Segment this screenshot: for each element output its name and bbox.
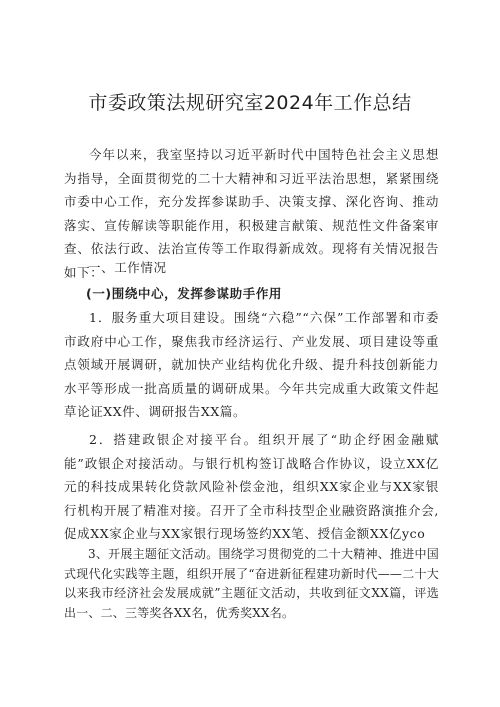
section-heading: 一、工作情况	[88, 260, 167, 275]
item-1-paragraph: 1．服务重大项目建设。围绕“六稳”“六保”工作部署和市委市政府中心工作，聚焦我市经济运行、产业发展、项目建设等重点领域开展调研，就加快产业结构优化升级、提升科技创新能力水平等形成一批高质量的调研成果。今年共完成重大政策文件起草论证XX件、调研报告XX篇。	[64, 310, 439, 419]
item-1-block	[64, 306, 439, 424]
document-title: 市委政策法规研究室2024年工作总结	[88, 92, 412, 114]
item-2-block	[64, 428, 439, 546]
item-3-paragraph: 3、开展主题征文活动。围绕学习贯彻党的二十大精神、推进中国式现代化实践等主题，组织开展了“奋进新征程建功新时代——二十大以来我市经济社会发展成就”主题征文活动，共收到征文XX篇，评选出一、二、三等奖各XX名，优秀奖XX名。	[64, 547, 439, 620]
intro-paragraph: 今年以来，我室坚持以习近平新时代中国特色社会主义思想为指导，全面贯彻党的二十大精神和习近平法治思想，紧紧围绕市委中心工作，充分发挥参谋助手、决策支撑、深化咨询、推动落实、宣传解读等职能作用，积极建言献策、规范性文件备案审查、依法行政、法治宣传等工作取得新成效。现将有关情况报告如下：	[64, 147, 439, 280]
item-2-paragraph: 2．搭建政银企对接平台。组织开展了“助企纾困金融赋能”政银企对接活动。与银行机构签订战略合作协议，设立XX亿元的科技成果转化贷款风险补偿金池，组织XX家企业与XX家银行机构开展了精准对接。召开了全市科技型企业融资路演推介会,促成XX家企业与XX家银行现场签约XX笔、授信金额XX亿yco	[64, 432, 439, 541]
subsection-heading: (一)围绕中心，发挥参谋助手作用	[86, 286, 283, 301]
item-3-block	[64, 545, 439, 623]
section-block	[64, 255, 439, 307]
